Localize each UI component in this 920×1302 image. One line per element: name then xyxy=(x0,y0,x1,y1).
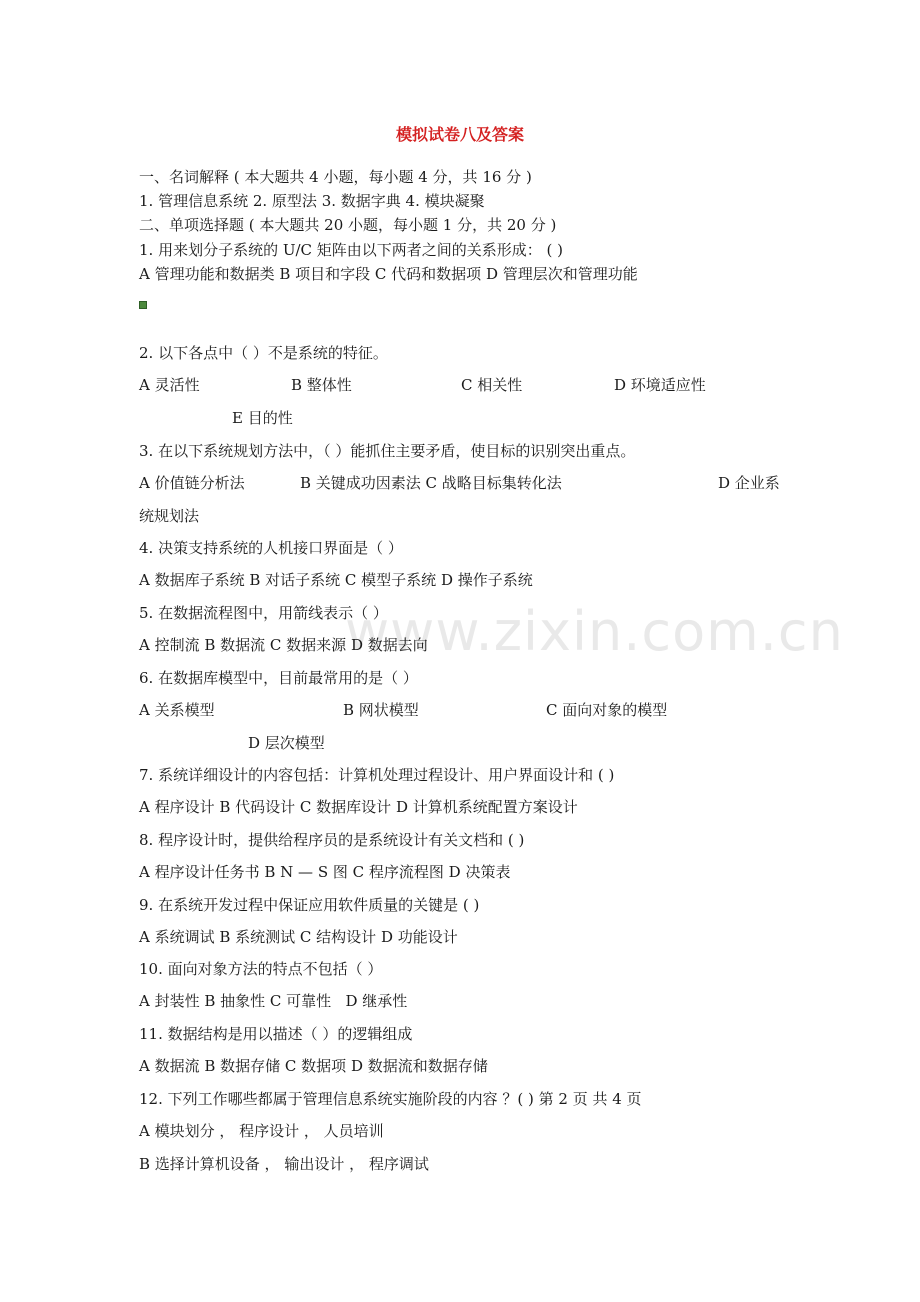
question-10: 10. 面向对象方法的特点不包括（ ） xyxy=(139,960,383,978)
question-6-option-b: B 网状模型 xyxy=(343,701,419,719)
question-8-options: A 程序设计任务书 B N — S 图 C 程序流程图 D 决策表 xyxy=(139,863,511,881)
section-1-heading: 一、名词解释 ( 本大题共 4 小题，每小题 4 分，共 16 分 ) xyxy=(139,168,532,186)
question-3-option-bc: B 关键成功因素法 C 战略目标集转化法 xyxy=(300,474,562,492)
question-9-options: A 系统调试 B 系统测试 C 结构设计 D 功能设计 xyxy=(139,928,458,946)
section-1-items: 1. 管理信息系统 2. 原型法 3. 数据字典 4. 模块凝聚 xyxy=(139,192,485,210)
question-3: 3. 在以下系统规划方法中，（ ）能抓住主要矛盾，使目标的识别突出重点。 xyxy=(139,442,636,460)
question-12-option-b: B 选择计算机设备 ， 输出设计 ， 程序调试 xyxy=(139,1155,429,1173)
question-1-options: A 管理功能和数据类 B 项目和字段 C 代码和数据项 D 管理层次和管理功能 xyxy=(139,265,638,283)
question-2: 2. 以下各点中（ ）不是系统的特征。 xyxy=(139,344,388,362)
question-3-option-d-cont: 统规划法 xyxy=(139,507,200,525)
question-12: 12. 下列工作哪些都属于管理信息系统实施阶段的内容 ？( ) 第 2 页 共 4 页 xyxy=(139,1090,642,1108)
section-2-heading: 二、单项选择题 ( 本大题共 20 小题，每小题 1 分，共 20 分 ) xyxy=(139,216,557,234)
question-6-option-a: A 关系模型 xyxy=(139,701,215,719)
question-1: 1. 用来划分子系统的 U/C 矩阵由以下两者之间的关系形成： ( ) xyxy=(139,241,564,259)
question-9: 9. 在系统开发过程中保证应用软件质量的关键是 ( ) xyxy=(139,896,480,914)
page-title: 模拟试卷八及答案 xyxy=(395,125,524,144)
question-5: 5. 在数据流程图中，用箭线表示（ ） xyxy=(139,604,388,622)
question-12-option-a: A 模块划分 ， 程序设计 ， 人员培训 xyxy=(139,1122,384,1140)
question-2-option-a: A 灵活性 xyxy=(139,376,200,394)
question-7-options: A 程序设计 B 代码设计 C 数据库设计 D 计算机系统配置方案设计 xyxy=(139,798,578,816)
question-10-options: A 封装性 B 抽象性 C 可靠性 D 继承性 xyxy=(139,992,408,1010)
bullet-marker-icon xyxy=(139,301,147,309)
question-5-options: A 控制流 B 数据流 C 数据来源 D 数据去向 xyxy=(139,636,428,654)
question-4: 4. 决策支持系统的人机接口界面是（ ） xyxy=(139,539,403,557)
question-2-option-c: C 相关性 xyxy=(461,376,523,394)
question-3-option-d: D 企业系 xyxy=(718,474,780,492)
question-8: 8. 程序设计时，提供给程序员的是系统设计有关文档和 ( ) xyxy=(139,831,525,849)
question-2-option-e: E 目的性 xyxy=(232,409,293,427)
question-4-options: A 数据库子系统 B 对话子系统 C 模型子系统 D 操作子系统 xyxy=(139,571,533,589)
question-11: 11. 数据结构是用以描述（ ）的逻辑组成 xyxy=(139,1025,413,1043)
question-7: 7. 系统详细设计的内容包括：计算机处理过程设计、用户界面设计和 ( ) xyxy=(139,766,615,784)
question-3-option-a: A 价值链分析法 xyxy=(139,474,245,492)
question-2-option-d: D 环境适应性 xyxy=(614,376,706,394)
question-6-option-d: D 层次模型 xyxy=(248,734,325,752)
question-6-option-c: C 面向对象的模型 xyxy=(546,701,668,719)
watermark: www.zixin.com.cn xyxy=(345,600,844,663)
question-6: 6. 在数据库模型中，目前最常用的是（ ） xyxy=(139,669,418,687)
question-2-option-b: B 整体性 xyxy=(291,376,352,394)
question-11-options: A 数据流 B 数据存储 C 数据项 D 数据流和数据存储 xyxy=(139,1057,488,1075)
